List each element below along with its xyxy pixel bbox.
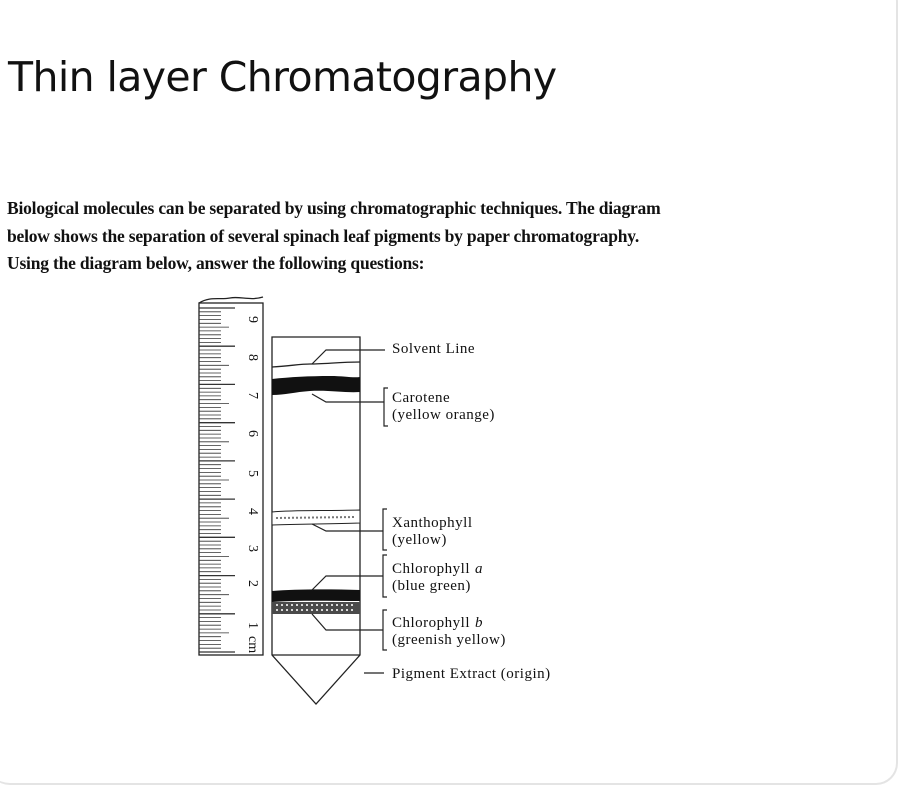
ruler-number-2: 2 [245,580,260,587]
label-carotene-color: (yellow orange) [392,407,495,423]
label-pigment-extract: Pigment Extract (origin) [392,666,551,682]
label-chlorophyll-b-letter: b [475,615,484,631]
intro-line-2: below shows the separation of several spinach leaf pigments by paper chromatography. [7,225,640,246]
label-chlorophyll-b-group [392,615,483,631]
ruler-unit: cm [245,636,260,654]
ruler-number-7: 7 [245,392,260,399]
bracket-chlorophyll-b [383,610,387,650]
intro-line-1: Biological molecules can be separated by using chromatographic techniques. The diagram [7,198,661,218]
diagram-labels [392,341,551,682]
chlorophyll-a-band [272,589,360,602]
label-chlorophyll-b: Chlorophyll [392,615,471,631]
bracket-carotene [384,388,388,426]
ruler-number-8: 8 [245,354,260,361]
ruler-torn-edge [199,297,263,303]
ruler [199,297,263,655]
label-solvent-line: Solvent Line [392,341,476,357]
paper-strip [272,337,360,704]
label-chlorophyll-b-color: (greenish yellow) [392,632,506,648]
page-title: Thin layer Chromatography [8,53,557,101]
label-chlorophyll-a-letter: a [475,561,484,577]
label-chlorophyll-a: Chlorophyll [392,561,471,577]
label-brackets [383,388,388,650]
label-carotene: Carotene [392,390,451,406]
ruler-number-6: 6 [245,430,260,437]
ruler-number-9: 9 [245,316,260,323]
label-chlorophyll-a-color: (blue green) [392,578,471,594]
bracket-chlorophyll-a [383,555,387,597]
label-xanthophyll: Xanthophyll [392,515,473,531]
label-xanthophyll-color: (yellow) [392,532,447,548]
chlorophyll-b-band [272,602,360,614]
ruler-number-3: 3 [245,545,260,552]
label-chlorophyll-a-group [392,561,483,577]
ruler-number-1: 1 [245,622,260,629]
intro-line-3: Using the diagram below, answer the following questions: [7,253,425,273]
ruler-number-4: 4 [245,508,260,515]
bracket-xanthophyll [383,509,387,550]
ruler-number-5: 5 [245,470,260,477]
